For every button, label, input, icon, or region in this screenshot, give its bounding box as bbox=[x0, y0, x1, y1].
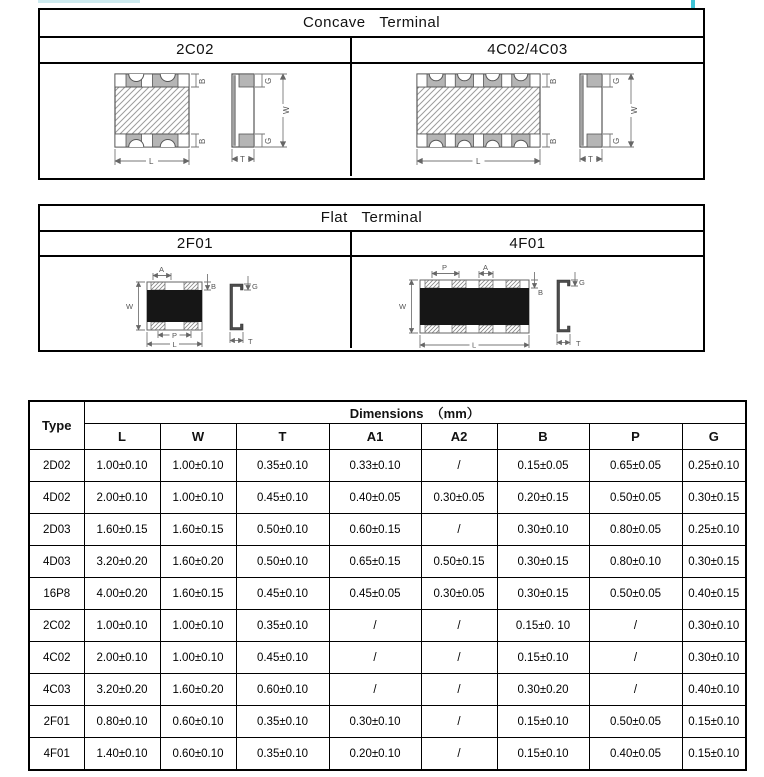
row-type: 16P8 bbox=[29, 578, 84, 610]
dim-label-t: T bbox=[240, 155, 245, 164]
dim-label-g-bottom: G bbox=[612, 137, 621, 144]
dim-cell: 0.40±0.15 bbox=[682, 578, 746, 610]
dim-cell: / bbox=[329, 610, 421, 642]
dim-cell: 0.60±0.10 bbox=[236, 674, 329, 706]
col-header-t: T bbox=[236, 424, 329, 450]
dim-label-p: P bbox=[172, 331, 178, 340]
table-row bbox=[29, 674, 746, 706]
dim-cell: 1.60±0.15 bbox=[160, 514, 236, 546]
dim-label-b-top: B bbox=[549, 78, 558, 84]
dim-cell: / bbox=[421, 642, 497, 674]
dim-label-t: T bbox=[248, 337, 253, 346]
side-view-2f01 bbox=[230, 284, 243, 330]
dim-cell: 0.30±0.15 bbox=[497, 546, 589, 578]
dim-cell: 4.00±0.20 bbox=[84, 578, 160, 610]
dim-cell: 1.00±0.10 bbox=[160, 610, 236, 642]
dim-label-t: T bbox=[576, 339, 581, 348]
diagram-cell-2c02 bbox=[40, 64, 352, 176]
flat-subheader-row bbox=[40, 232, 703, 257]
diagram-4c02-4c03 bbox=[352, 64, 703, 176]
top-view-2f01 bbox=[147, 282, 202, 330]
top-view-2c02 bbox=[115, 74, 189, 147]
dim-cell: 0.15±0.10 bbox=[497, 738, 589, 771]
table-row bbox=[29, 738, 746, 771]
dim-cell: 1.00±0.10 bbox=[160, 450, 236, 482]
dimensions-table-body bbox=[29, 450, 746, 771]
concave-col-2c02: 2C02 bbox=[40, 38, 352, 62]
dim-cell: 0.50±0.05 bbox=[589, 578, 682, 610]
side-view-4f01 bbox=[557, 280, 570, 332]
dim-cell: 1.60±0.20 bbox=[160, 674, 236, 706]
dim-cell: 0.40±0.05 bbox=[329, 482, 421, 514]
dim-cell: 0.80±0.10 bbox=[84, 706, 160, 738]
dim-label-a: A bbox=[159, 265, 165, 274]
dim-cell: / bbox=[421, 514, 497, 546]
row-type: 4C02 bbox=[29, 642, 84, 674]
diagram-cell-4c02-4c03 bbox=[352, 64, 703, 176]
dim-cell: 0.35±0.10 bbox=[236, 706, 329, 738]
dim-cell: 0.30±0.05 bbox=[421, 482, 497, 514]
hatched-body bbox=[417, 87, 540, 134]
dim-cell: 0.80±0.05 bbox=[589, 514, 682, 546]
row-type: 2D02 bbox=[29, 450, 84, 482]
dim-cell: 0.60±0.10 bbox=[160, 738, 236, 771]
dim-cell: 0.15±0.05 bbox=[497, 450, 589, 482]
concave-panel-title: Concave Terminal bbox=[40, 10, 703, 38]
col-header-p: P bbox=[589, 424, 682, 450]
diagram-2c02 bbox=[40, 64, 350, 176]
dim-cell: 0.15±0.10 bbox=[682, 738, 746, 771]
dim-cell: 0.15±0.10 bbox=[682, 706, 746, 738]
dim-cell: 1.60±0.15 bbox=[84, 514, 160, 546]
dim-cell: 0.30±0.20 bbox=[497, 674, 589, 706]
dim-cell: 0.65±0.15 bbox=[329, 546, 421, 578]
dim-cell: / bbox=[421, 610, 497, 642]
dim-cell: 1.60±0.20 bbox=[160, 546, 236, 578]
row-type: 2C02 bbox=[29, 610, 84, 642]
dim-label-t: T bbox=[588, 155, 593, 164]
table-row bbox=[29, 642, 746, 674]
dim-cell: 0.30±0.05 bbox=[421, 578, 497, 610]
dim-cell: 0.30±0.15 bbox=[682, 482, 746, 514]
hatched-body bbox=[115, 87, 189, 134]
dim-label-w: W bbox=[282, 106, 291, 114]
black-body bbox=[147, 290, 202, 322]
dim-cell: 0.20±0.10 bbox=[329, 738, 421, 771]
concave-subheader-row bbox=[40, 38, 703, 64]
dim-label-g: G bbox=[579, 278, 585, 287]
dim-label-w: W bbox=[126, 302, 134, 311]
concave-terminal-panel bbox=[38, 8, 705, 180]
flat-col-4f01: 4F01 bbox=[509, 235, 546, 252]
dim-cell: 0.33±0.10 bbox=[329, 450, 421, 482]
dim-cell: / bbox=[421, 706, 497, 738]
dim-cell: 0.25±0.10 bbox=[682, 450, 746, 482]
dim-cell: 0.40±0.10 bbox=[682, 674, 746, 706]
dim-label-l: L bbox=[149, 157, 154, 166]
row-type: 2F01 bbox=[29, 706, 84, 738]
dim-cell: 1.00±0.10 bbox=[160, 482, 236, 514]
dim-cell: 0.50±0.10 bbox=[236, 514, 329, 546]
table-subheader-row bbox=[29, 424, 746, 450]
diagram-cell-2f01 bbox=[40, 257, 352, 348]
dim-cell: 0.60±0.10 bbox=[160, 706, 236, 738]
dim-label-g-top: G bbox=[264, 77, 273, 84]
dim-label-b-top: B bbox=[198, 78, 207, 84]
dim-cell: 0.30±0.10 bbox=[682, 642, 746, 674]
dim-label-w: W bbox=[630, 106, 639, 114]
col-header-a2: A2 bbox=[421, 424, 497, 450]
col-header-b: B bbox=[497, 424, 589, 450]
dim-cell: 0.50±0.15 bbox=[421, 546, 497, 578]
dim-cell: 2.00±0.10 bbox=[84, 482, 160, 514]
col-header-a1: A1 bbox=[329, 424, 421, 450]
dim-cell: 0.20±0.15 bbox=[497, 482, 589, 514]
table-row bbox=[29, 610, 746, 642]
dim-cell: / bbox=[329, 674, 421, 706]
dim-cell: 1.00±0.10 bbox=[84, 610, 160, 642]
dimensions-table bbox=[28, 400, 747, 771]
dim-cell: 0.45±0.10 bbox=[236, 578, 329, 610]
col-header-w: W bbox=[160, 424, 236, 450]
top-view-4c02 bbox=[417, 74, 540, 147]
side-view-2c02 bbox=[232, 74, 254, 147]
row-type: 4F01 bbox=[29, 738, 84, 771]
dim-cell: 3.20±0.20 bbox=[84, 674, 160, 706]
dim-cell: 0.35±0.10 bbox=[236, 738, 329, 771]
dim-label-p: P bbox=[442, 263, 448, 272]
dim-cell: 0.35±0.10 bbox=[236, 450, 329, 482]
diagram-2f01 bbox=[40, 257, 350, 348]
concave-col-4c02-4c03: 4C02/4C03 bbox=[487, 41, 568, 58]
dim-cell: 0.80±0.10 bbox=[589, 546, 682, 578]
flat-panel-title: Flat Terminal bbox=[40, 206, 703, 232]
dim-cell: 0.30±0.10 bbox=[682, 610, 746, 642]
col-header-g: G bbox=[682, 424, 746, 450]
dim-label-l: L bbox=[172, 340, 177, 348]
dim-label-w: W bbox=[399, 302, 407, 311]
dim-cell: 0.45±0.05 bbox=[329, 578, 421, 610]
row-type: 4C03 bbox=[29, 674, 84, 706]
table-row bbox=[29, 514, 746, 546]
dim-cell: 0.35±0.10 bbox=[236, 610, 329, 642]
black-body bbox=[420, 288, 529, 325]
dim-cell: 3.20±0.20 bbox=[84, 546, 160, 578]
dim-label-g-top: G bbox=[612, 77, 621, 84]
dim-cell: 1.00±0.10 bbox=[84, 450, 160, 482]
dim-cell: / bbox=[421, 738, 497, 771]
table-row bbox=[29, 450, 746, 482]
dim-cell: 0.15±0.10 bbox=[497, 706, 589, 738]
dim-cell: 0.30±0.15 bbox=[682, 546, 746, 578]
type-header: Type bbox=[29, 401, 84, 450]
dim-label-g-bottom: G bbox=[264, 137, 273, 144]
dim-cell: / bbox=[589, 642, 682, 674]
dim-cell: 0.60±0.15 bbox=[329, 514, 421, 546]
dim-cell: 0.65±0.05 bbox=[589, 450, 682, 482]
dim-cell: / bbox=[589, 610, 682, 642]
dim-label-a: A bbox=[483, 263, 489, 272]
row-type: 2D03 bbox=[29, 514, 84, 546]
table-row bbox=[29, 482, 746, 514]
dim-cell: / bbox=[329, 642, 421, 674]
dim-cell: 0.50±0.05 bbox=[589, 706, 682, 738]
dim-cell: 1.00±0.10 bbox=[160, 642, 236, 674]
dim-label-l: L bbox=[472, 340, 477, 348]
dim-label-b-bottom: B bbox=[198, 138, 207, 144]
dimensions-header: Dimensions （mm） bbox=[84, 401, 746, 424]
dim-cell: 0.15±0.10 bbox=[497, 642, 589, 674]
dim-label-b-bottom: B bbox=[549, 138, 558, 144]
side-view-4c02 bbox=[580, 74, 602, 147]
dim-cell: 2.00±0.10 bbox=[84, 642, 160, 674]
dim-cell: / bbox=[589, 674, 682, 706]
row-type: 4D02 bbox=[29, 482, 84, 514]
flat-terminal-panel bbox=[38, 204, 705, 352]
table-header-row bbox=[29, 401, 746, 424]
cyan-top-left-line bbox=[38, 0, 140, 3]
dim-cell: 0.45±0.10 bbox=[236, 482, 329, 514]
table-row bbox=[29, 546, 746, 578]
dim-cell: 0.50±0.05 bbox=[589, 482, 682, 514]
table-row bbox=[29, 578, 746, 610]
dim-cell: 0.15±0. 10 bbox=[497, 610, 589, 642]
dim-cell: 0.40±0.05 bbox=[589, 738, 682, 771]
dim-label-l: L bbox=[476, 157, 481, 166]
dim-cell: 0.30±0.10 bbox=[497, 514, 589, 546]
dim-label-b: B bbox=[538, 288, 544, 297]
dim-cell: / bbox=[421, 674, 497, 706]
dim-cell: 1.60±0.15 bbox=[160, 578, 236, 610]
dim-cell: 0.30±0.10 bbox=[329, 706, 421, 738]
dim-cell: 0.45±0.10 bbox=[236, 642, 329, 674]
dim-label-b: B bbox=[211, 282, 217, 291]
flat-diagram-row bbox=[40, 257, 703, 348]
dim-cell: 0.30±0.15 bbox=[497, 578, 589, 610]
concave-diagram-row bbox=[40, 64, 703, 176]
dim-cell: 1.40±0.10 bbox=[84, 738, 160, 771]
dim-cell: 0.25±0.10 bbox=[682, 514, 746, 546]
row-type: 4D03 bbox=[29, 546, 84, 578]
dim-label-g: G bbox=[252, 282, 258, 291]
flat-col-2f01: 2F01 bbox=[40, 232, 352, 255]
table-row bbox=[29, 706, 746, 738]
col-header-l: L bbox=[84, 424, 160, 450]
dim-cell: / bbox=[421, 450, 497, 482]
diagram-cell-4f01 bbox=[352, 257, 703, 348]
dim-cell: 0.50±0.10 bbox=[236, 546, 329, 578]
top-view-4f01 bbox=[420, 280, 529, 333]
diagram-4f01 bbox=[352, 257, 703, 348]
